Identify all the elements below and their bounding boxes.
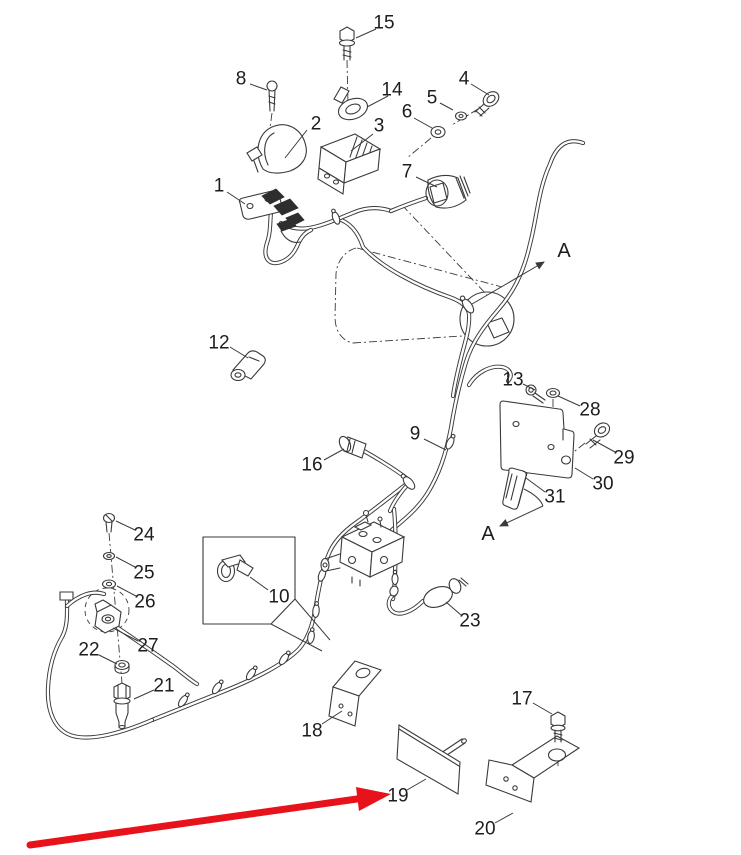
callout-17: 17 bbox=[511, 688, 533, 710]
callout-3: 3 bbox=[373, 115, 385, 137]
part-6-washer bbox=[431, 127, 445, 138]
part-30-plate bbox=[500, 401, 574, 478]
harness-clips bbox=[177, 208, 476, 708]
callout-13: 13 bbox=[502, 369, 524, 391]
callout-12: 12 bbox=[208, 332, 230, 354]
callout-9: 9 bbox=[409, 423, 421, 445]
callout-27: 27 bbox=[137, 635, 159, 657]
part-5-washer bbox=[456, 112, 467, 120]
part-19-plate bbox=[397, 725, 467, 794]
callout-10: 10 bbox=[268, 586, 290, 608]
callout-7: 7 bbox=[401, 161, 413, 183]
part-4-bolt bbox=[475, 89, 502, 116]
callout-30: 30 bbox=[592, 473, 614, 495]
callout-4: 4 bbox=[458, 68, 470, 90]
callout-26: 26 bbox=[134, 591, 156, 613]
part-16-connector bbox=[337, 435, 366, 458]
part-26-washer bbox=[103, 580, 116, 588]
callout-5: 5 bbox=[426, 87, 438, 109]
part-7-connector bbox=[426, 175, 470, 208]
callout-21: 21 bbox=[153, 675, 175, 697]
part-14-bracket bbox=[334, 87, 371, 124]
part-22-nut bbox=[115, 661, 129, 674]
callout-25: 25 bbox=[133, 562, 155, 584]
part-24-screw bbox=[104, 514, 115, 533]
part-8-screw bbox=[267, 81, 277, 111]
callout-16: 16 bbox=[301, 454, 323, 476]
hose-end-cap bbox=[60, 592, 73, 600]
part-23-sensor bbox=[389, 577, 468, 611]
red-annotation-arrow bbox=[30, 787, 391, 845]
callout-19: 19 bbox=[387, 785, 409, 807]
part-10-clip bbox=[218, 555, 254, 582]
view-label-a-upper: A bbox=[557, 240, 571, 262]
part-20-bracket bbox=[486, 736, 579, 802]
part-18-bracket bbox=[329, 661, 381, 726]
callout-29: 29 bbox=[613, 447, 635, 469]
callout-2: 2 bbox=[310, 113, 322, 135]
part-2-horn bbox=[247, 125, 306, 173]
callout-24: 24 bbox=[133, 524, 155, 546]
part-15-bolt bbox=[340, 27, 355, 60]
callout-31: 31 bbox=[544, 486, 566, 508]
part-12-clip bbox=[231, 351, 265, 381]
callout-14: 14 bbox=[381, 79, 403, 101]
red-arrow-shaft bbox=[30, 799, 357, 845]
part-13-screw bbox=[526, 385, 545, 403]
callout-20: 20 bbox=[474, 818, 496, 840]
callout-6: 6 bbox=[401, 101, 413, 123]
callout-18: 18 bbox=[301, 720, 323, 742]
part-28-nut bbox=[547, 389, 560, 398]
part-25-washer bbox=[104, 553, 115, 560]
view-arrow-lower bbox=[500, 506, 543, 526]
callout-28: 28 bbox=[579, 399, 601, 421]
red-arrow-head bbox=[356, 787, 391, 811]
callout-8: 8 bbox=[235, 68, 247, 90]
part-21-sensor-plug bbox=[114, 683, 130, 729]
callout-1: 1 bbox=[213, 175, 225, 197]
callout-23: 23 bbox=[459, 610, 481, 632]
view-label-a-lower: A bbox=[481, 523, 495, 545]
callout-22: 22 bbox=[78, 639, 100, 661]
callout-15: 15 bbox=[373, 12, 395, 34]
part-3-relay-block bbox=[318, 134, 380, 194]
